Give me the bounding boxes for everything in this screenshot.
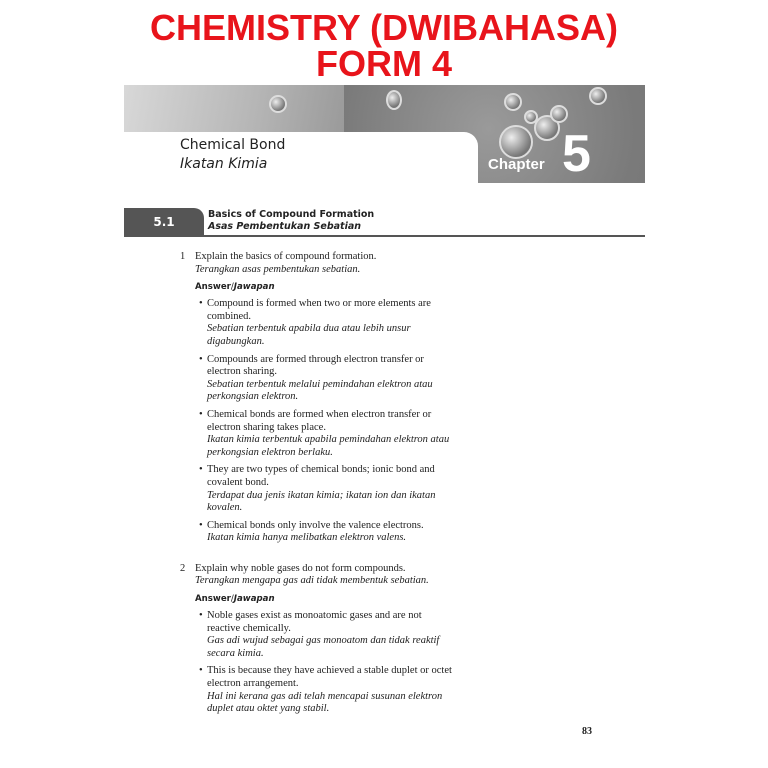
- chapter-title-ms: Ikatan Kimia: [180, 156, 268, 172]
- question-text: [180, 251, 480, 276]
- bullet-icon: •: [199, 610, 203, 622]
- answer-ms: Gas adi wujud sebagai gas monoatom dan tidak reaktif secara kimia.: [207, 635, 440, 659]
- bullet-icon: •: [199, 408, 203, 420]
- answer-en: Compound is formed when two or more elements are combined.: [207, 298, 431, 322]
- answer-en: Noble gases exist as monoatomic gases and are not reactive chemically.: [207, 610, 422, 634]
- question-number: 1: [180, 251, 186, 262]
- answer-bullet: [180, 520, 452, 545]
- question-2: [180, 563, 480, 716]
- answer-ms: Terdapat dua jenis ikatan kimia; ikatan ion dan ikatan kovalen.: [207, 489, 436, 514]
- questions-list: [180, 251, 480, 721]
- question-text: [180, 563, 480, 588]
- bullet-icon: •: [199, 665, 203, 677]
- answer-bullet: [180, 409, 452, 459]
- answer-label-en: Answer: [195, 282, 231, 293]
- section-number: 5.1: [124, 208, 204, 237]
- answer-ms: Sebatian terbentuk apabila dua atau lebih unsur digabungkan.: [207, 323, 411, 347]
- answer-ms: Ikatan kimia terbentuk apabila pemindahan elektron atau perkongsian elektron berlaku.: [207, 434, 450, 458]
- answer-label-sep: /: [230, 282, 234, 293]
- answer-en: Compounds are formed through electron transfer or electron sharing.: [207, 353, 424, 378]
- section-title-en: Basics of Compound Formation: [208, 209, 375, 220]
- product-title-line2: FORM 4: [315, 43, 452, 84]
- bullet-icon: •: [199, 353, 203, 365]
- section-title-ms: Asas Pembentukan Sebatian: [208, 221, 362, 232]
- chapter-label: Chapter: [488, 156, 545, 173]
- answer-label: [195, 282, 480, 293]
- answer-en: They are two types of chemical bonds; ionic bond and covalent bond.: [207, 464, 435, 488]
- question-en: Explain the basics of compound formation.: [195, 251, 377, 262]
- answer-label-sep: /: [230, 594, 234, 605]
- question-en: Explain why noble gases do not form compounds.: [195, 562, 406, 574]
- question-ms: Terangkan asas pembentukan sebatian.: [195, 263, 361, 275]
- bullet-icon: •: [199, 519, 203, 531]
- answer-bullet: [180, 354, 452, 404]
- answer-en: Chemical bonds only involve the valence electrons.: [207, 519, 424, 531]
- answer-label: [195, 594, 480, 605]
- answer-bullet: [180, 665, 452, 715]
- bullet-icon: •: [199, 298, 203, 310]
- answer-ms: Hal ini kerana gas adi telah mencapai susunan elektron duplet atau oktet yang stabil.: [207, 690, 443, 715]
- section-title: [208, 209, 374, 233]
- bullet-icon: •: [199, 464, 203, 476]
- question-ms: Terangkan mengapa gas adi tidak membentuk sebatian.: [195, 575, 429, 587]
- answer-ms: Sebatian terbentuk melalui pemindahan elektron atau perkongsian elektron.: [207, 378, 433, 403]
- answer-label-ms: Jawapan: [233, 594, 275, 605]
- chapter-title-en: Chemical Bond: [180, 137, 286, 153]
- answer-en: This is because they have achieved a stable duplet or octet electron arrangement.: [207, 665, 452, 690]
- answer-bullet: [180, 464, 452, 514]
- question-number: 2: [180, 562, 186, 574]
- answer-label-en: Answer: [195, 594, 231, 605]
- answer-ms: Ikatan kimia hanya melibatkan elektron valens.: [207, 532, 407, 544]
- answer-bullet: [180, 610, 452, 660]
- answer-bullet: [180, 298, 452, 348]
- chapter-number: 5: [562, 125, 591, 183]
- section-divider: [124, 235, 645, 237]
- answer-label-ms: Jawapan: [233, 282, 275, 293]
- page-number: 83: [582, 726, 592, 737]
- question-1: [180, 251, 480, 545]
- answer-en: Chemical bonds are formed when electron transfer or electron sharing takes place.: [207, 408, 432, 433]
- product-title-line1: CHEMISTRY (DWIBAHASA): [150, 7, 618, 48]
